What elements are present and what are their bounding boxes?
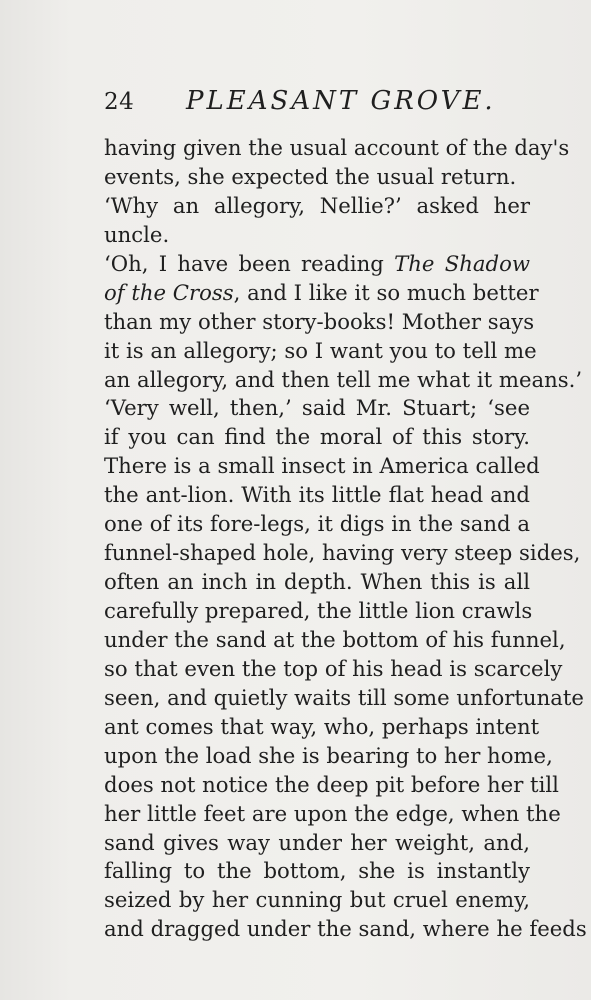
line-text: seen, and quietly waits till some unfortunate — [104, 684, 584, 710]
text-line — [104, 655, 563, 684]
text-line — [104, 134, 570, 163]
text-line — [104, 510, 530, 539]
line-text: one of its fore-legs, it digs in the sand a — [104, 511, 530, 537]
line-text: it is an allegory; so I want you to tell me — [104, 337, 537, 363]
text-line — [104, 886, 530, 915]
italic-title-text: of the Cross — [104, 279, 234, 305]
line-text: ant comes that way, who, perhaps intent — [104, 713, 540, 739]
text-line — [104, 221, 530, 250]
line-text: There is a small insect in America called — [104, 453, 540, 479]
line-text: ‘Why an allegory, Nellie?’ asked her — [104, 192, 530, 218]
line-text: upon the load she is bearing to her home, — [104, 742, 553, 768]
text-line — [104, 684, 584, 713]
line-text: carefully prepared, the little lion crawls — [104, 598, 533, 623]
line-text: than my other story-books! Mother says — [104, 308, 535, 334]
text-line — [104, 337, 537, 366]
text-line — [104, 163, 530, 192]
line-text: often an inch in depth. When this is all — [104, 569, 530, 595]
text-line — [104, 279, 539, 308]
text-line — [104, 481, 530, 510]
line-text: , and I like it so much better — [233, 279, 539, 305]
text-line — [104, 713, 540, 742]
line-text: her little feet are upon the edge, when the — [104, 800, 561, 826]
text-line — [104, 597, 533, 626]
text-line — [104, 742, 553, 771]
text-line — [104, 568, 530, 597]
text-line — [104, 800, 561, 829]
text-line — [104, 857, 530, 886]
page-number: 24 — [104, 89, 135, 115]
line-text: an allegory, and then tell me what it means.’ — [104, 366, 583, 392]
text-line — [104, 394, 530, 423]
line-text: seized by her cunning but cruel enemy, — [104, 887, 530, 913]
text-line — [104, 423, 530, 452]
text-line — [104, 452, 540, 481]
text-line — [104, 250, 530, 279]
line-text: so that even the top of his head is scarcely — [104, 655, 563, 681]
text-line — [104, 539, 581, 568]
line-text: ‘Oh, I have been reading — [104, 250, 395, 276]
line-text: ‘Very well, then,’ said Mr. Stuart; ‘see — [104, 395, 530, 421]
line-text: does not notice the deep pit before her till — [104, 771, 559, 797]
line-text: the ant-lion. With its little flat head and — [104, 482, 530, 508]
line-text: having given the usual account of the day's — [104, 135, 570, 160]
line-text: and dragged under the sand, where he feeds — [104, 916, 587, 942]
page-header — [104, 86, 494, 122]
line-text: uncle. — [104, 221, 170, 247]
text-line — [104, 626, 566, 655]
line-text: falling to the bottom, she is instantly — [104, 858, 530, 884]
line-text: sand gives way under her weight, and, — [104, 829, 530, 855]
text-line — [104, 771, 559, 800]
italic-title-text: The Shadow — [394, 250, 530, 276]
text-line — [104, 308, 535, 337]
line-text: if you can find the moral of this story. — [104, 424, 530, 450]
line-text: under the sand at the bottom of his funnel, — [104, 626, 566, 652]
line-text: events, she expected the usual return. — [104, 163, 517, 189]
text-line — [104, 915, 587, 944]
body-text — [104, 134, 587, 944]
running-head: PLEASANT GROVE. — [186, 86, 496, 116]
text-line — [104, 829, 530, 858]
text-line — [104, 192, 530, 221]
text-line — [104, 366, 583, 395]
line-text: funnel-shaped hole, having very steep sides, — [104, 540, 581, 566]
